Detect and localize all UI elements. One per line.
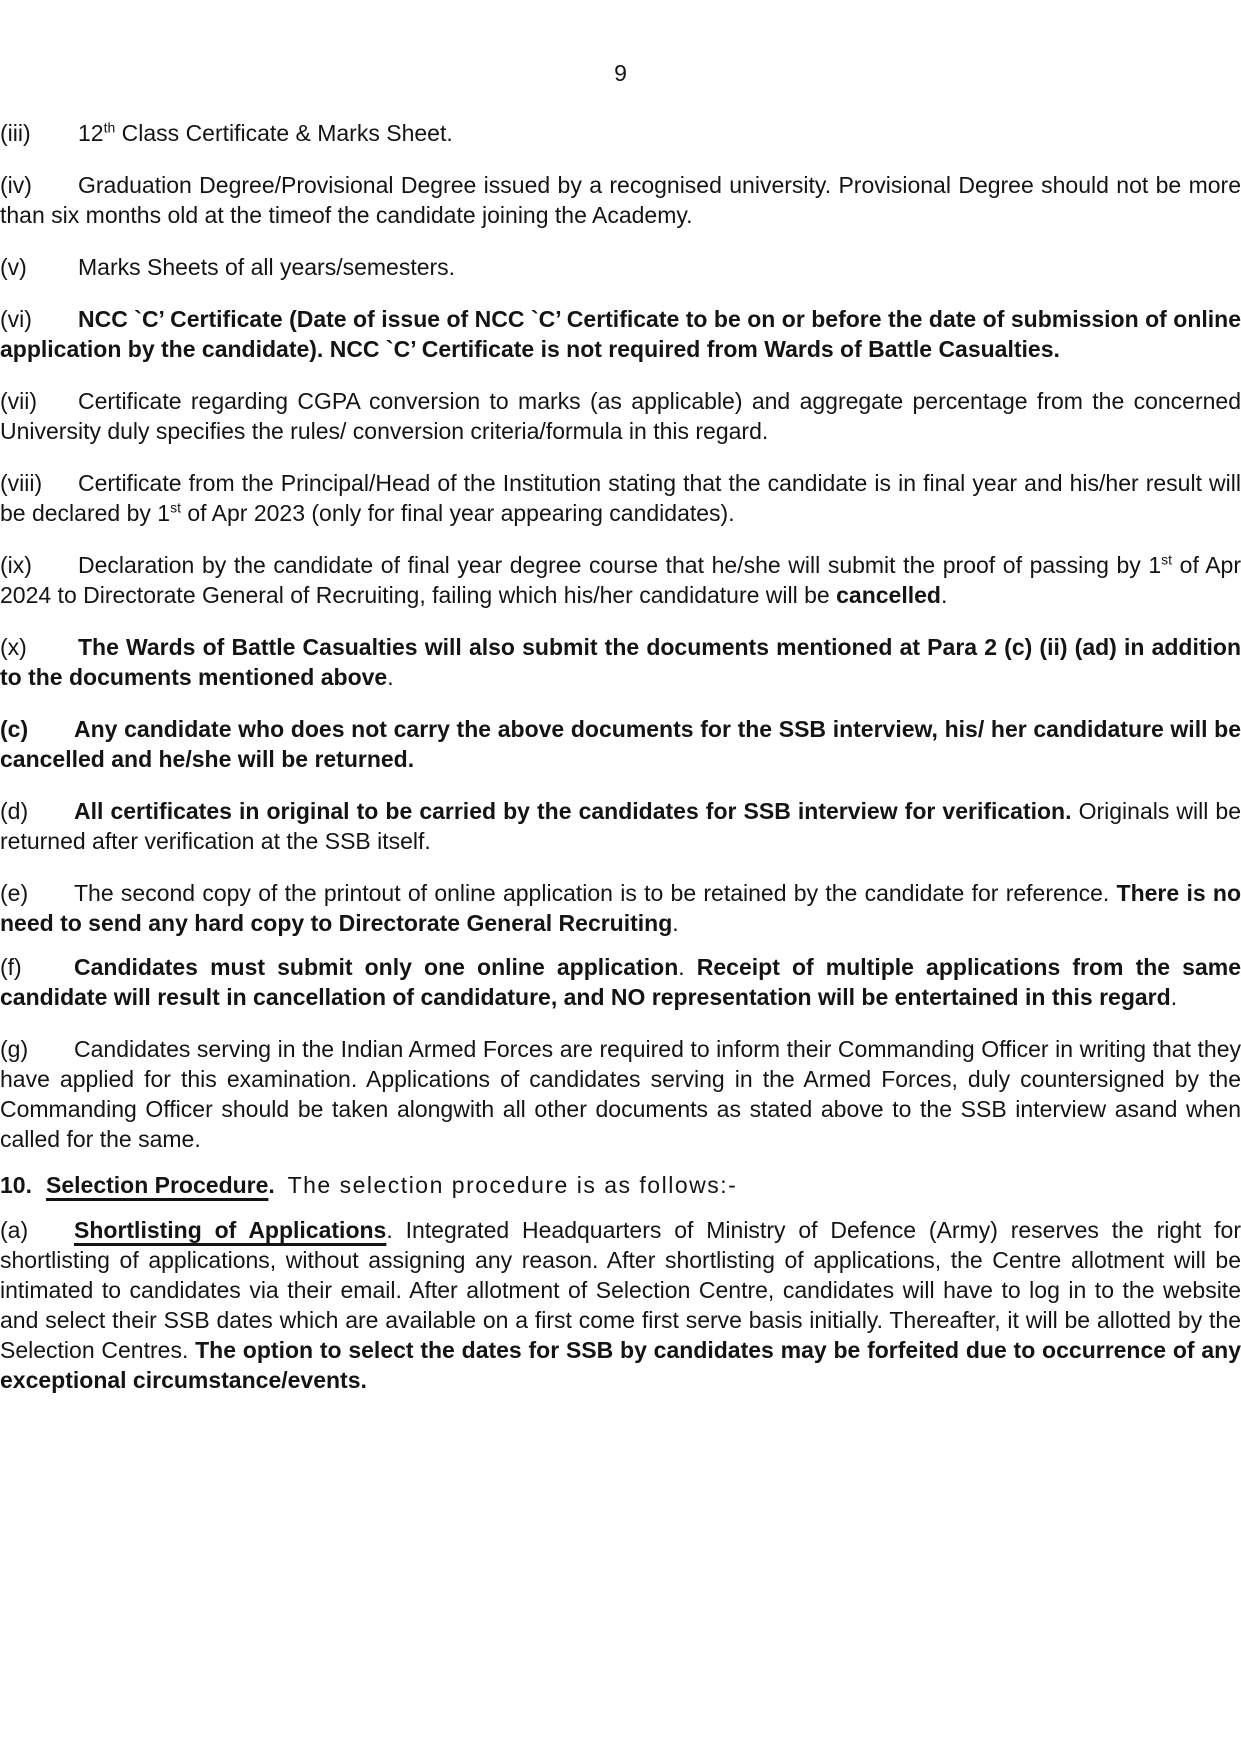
paragraph-f [0, 952, 1241, 1012]
paragraph-c-text: Any candidate who does not carry the above documents for the SSB interview, his/ her candidature will be cancelled and he/she will be returned. [0, 716, 1241, 772]
item-ix-text: Declaration by the candidate of final year degree course that he/she will submit the proof of passing by 1 [78, 552, 1162, 578]
section-10-intro: The selection procedure is as follows:- [287, 1172, 738, 1198]
item-ix-text-mid: of Apr 2024 to Directorate General of Recruiting, failing which his/her candidature will be [0, 552, 1241, 608]
paragraph-e-text: The second copy of the printout of online application is to be retained by the candidate for reference. [74, 880, 1117, 906]
item-viii-label: (viii) [0, 470, 43, 496]
list-item-x [0, 632, 1241, 692]
paragraph-d-text-bold: All certificates in original to be carried by the candidates for SSB interview for verification. [74, 798, 1072, 824]
item-ix-text-bold: cancelled [836, 582, 941, 608]
section-10a-body: Integrated Headquarters of Ministry of Defence (Army) reserves the right for shortlisting of applications, without assigning any reason. After shortlisting of applications, the Centre allotment will be intimated to candidates via their email. After allotment of Selection Centre, candidates will have to log in to the website and select their SSB dates which are available on a first come first serve basis initially. Thereafter, it will be allotted by the Selection Centres. [0, 1217, 1241, 1363]
list-item-v [0, 252, 1241, 282]
item-v-label: (v) [0, 254, 27, 280]
item-x-text-bold: The Wards of Battle Casualties will also submit the documents mentioned at Para 2 (c) (ii) (ad) in addition to the documents mentioned above [0, 634, 1241, 690]
item-viii-superscript: st [170, 499, 181, 516]
paragraph-e-text-end: . [672, 910, 679, 936]
list-item-iv [0, 170, 1241, 230]
paragraph-c-label: (c) [0, 716, 29, 742]
paragraph-e-text-bold: There is no need to send any hard copy to Directorate General Recruiting [0, 880, 1241, 936]
paragraph-e [0, 878, 1241, 938]
section-10-number: 10. [0, 1172, 32, 1198]
section-10a-heading-period: . [386, 1217, 406, 1243]
paragraph-g-text: Candidates serving in the Indian Armed Forces are required to inform their Commanding Officer in writing that they have applied for this examination. Applications of candidates serving in the Armed Forces, duly countersigned by the Commanding Officer should be taken alongwith all other documents as stated above to the SSB interview asand when called for the same. [0, 1036, 1241, 1152]
item-vi-label: (vi) [0, 306, 32, 332]
list-item-ix [0, 550, 1241, 610]
section-10-heading-line [0, 1170, 1241, 1200]
item-vii-text: Certificate regarding CGPA conversion to marks (as applicable) and aggregate percentage from the concerned University duly specifies the rules/ conversion criteria/formula in this regard. [0, 388, 1241, 444]
section-10-heading-period: . [268, 1172, 275, 1198]
list-item-viii [0, 468, 1241, 528]
item-iv-text: Graduation Degree/Provisional Degree issued by a recognised university. Provisional Degree should not be more than six months old at the timeof the candidate joining the Academy. [0, 172, 1241, 228]
item-v-text: Marks Sheets of all years/semesters. [78, 254, 456, 280]
item-iii-text: 12 [78, 120, 104, 146]
item-x-label: (x) [0, 634, 27, 660]
paragraph-d-label: (d) [0, 798, 29, 824]
paragraph-g-label: (g) [0, 1036, 29, 1062]
list-item-iii [0, 118, 1241, 148]
paragraph-e-label: (e) [0, 880, 29, 906]
paragraph-f-text-end: . [1170, 984, 1178, 1010]
item-iii-text-cont: Class Certificate & Marks Sheet. [115, 120, 453, 146]
item-vi-text: NCC `C’ Certificate (Date of issue of NCC `C’ Certificate to be on or before the date of submission of online application by the candidate). NCC `C’ Certificate is not required from Wards of Battle Casualties. [0, 306, 1241, 362]
item-iii-superscript: th [103, 119, 116, 136]
paragraph-d-text-rest: Originals will be returned after verification at the SSB itself. [0, 798, 1241, 854]
item-ix-label: (ix) [0, 552, 32, 578]
item-iv-label: (iv) [0, 172, 32, 198]
page-number: 9 [614, 60, 627, 86]
item-iii-label: (iii) [0, 120, 31, 146]
list-item-vii [0, 386, 1241, 446]
section-10-heading: Selection Procedure [46, 1172, 269, 1198]
item-ix-text-end: . [940, 582, 948, 608]
paragraph-c [0, 714, 1241, 774]
item-vii-label: (vii) [0, 388, 38, 414]
section-10a-label: (a) [0, 1217, 29, 1243]
section-10a-heading: Shortlisting of Applications [74, 1217, 387, 1243]
paragraph-d [0, 796, 1241, 856]
list-item-vi [0, 304, 1241, 364]
section-10a-body-bold: The option to select the dates for SSB by candidates may be forfeited due to occurrence of any exceptional circumstance/events. [0, 1337, 1241, 1393]
item-ix-superscript: st [1161, 551, 1173, 568]
item-viii-text: Certificate from the Principal/Head of the Institution stating that the candidate is in final year and his/her result will be declared by 1 [0, 470, 1241, 526]
section-10a-paragraph [0, 1215, 1241, 1395]
paragraph-f-text-bold2: Receipt of multiple applications from the same candidate will result in cancellation of candidature, and NO representation will be entertained in this regard [0, 954, 1241, 1010]
paragraph-f-text-bold1: Candidates must submit only one online application [74, 954, 679, 980]
paragraph-f-label: (f) [0, 954, 22, 980]
item-x-text-end: . [387, 664, 394, 690]
paragraph-f-text-mid: . [678, 954, 697, 980]
paragraph-g [0, 1034, 1241, 1154]
item-viii-text-cont: of Apr 2023 (only for final year appearing candidates). [180, 500, 735, 526]
